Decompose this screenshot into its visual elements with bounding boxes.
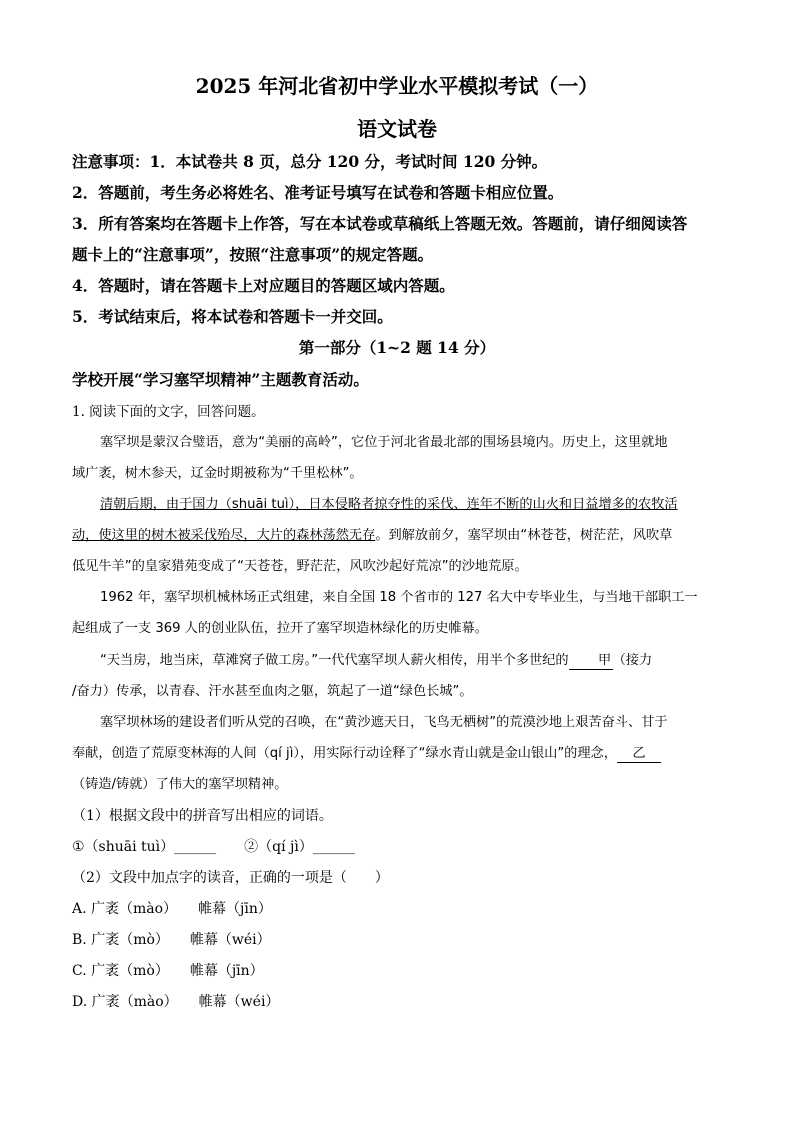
passage-line: 起组成了一支 369 人的创业队伍，拉开了塞罕坝造林绿化的历史帷幕。: [72, 621, 488, 636]
exam-title: 2025 年河北省初中学业水平模拟考试（一）: [195, 74, 599, 98]
passage-line: [72, 645, 722, 676]
blank-yi: 乙: [617, 746, 661, 763]
notice-3a: 3．所有答案均在答题卡上作答，写在本试卷或草稿纸上答题无效。答题前，请仔细阅读答: [72, 214, 688, 233]
passage-line: 低见牛羊”的皇家猎苑变成了“天苍苍，野茫茫，风吹沙起好荒凉”的沙地荒原。: [72, 559, 528, 574]
option-a: A. 广袤（mào） 帷幕（jīn）: [72, 901, 272, 917]
option-d: D. 广袤（mào） 帷幕（wéi）: [72, 994, 280, 1010]
passage-line: 塞罕坝是蒙汉合璧语，意为“美丽的高岭”，它位于河北省最北部的围场县境内。历史上，这里就地: [100, 435, 668, 450]
subquestion-1-blanks: ①（shuāi tuì）______ ②（qí jì）______: [72, 839, 355, 855]
passage-line: （铸造/铸就）了伟大的塞罕坝精神。: [72, 777, 288, 792]
notice-5: 5．考试结束后，将本试卷和答题卡一并交回。: [72, 307, 393, 326]
passage-line: [72, 738, 752, 769]
option-b: B. 广袤（mò） 帷幕（wéi）: [72, 932, 271, 948]
passage-line: 1962 年，塞罕坝机械林场正式组建，来自全国 18 个省市的 127 名大中专毕业生，与当地干部职工一: [100, 590, 698, 605]
notice-2: 2．答题前，考生务必将姓名、准考证号填写在试卷和答题卡相应位置。: [72, 183, 564, 202]
question-1-stem: 1. 阅读下面的文字，回答问题。: [72, 404, 265, 420]
passage-line: 塞罕坝林场的建设者们听从党的召唤，在“黄沙遮天日，飞鸟无栖树”的荒漠沙地上艰苦奋斗、甘于: [100, 715, 668, 730]
subquestion-2: （2）文段中加点字的读音，正确的一项是（ ）: [72, 870, 389, 886]
passage-text: “天当房，地当床，草滩窝子做工房。”一代代塞罕坝人薪火相传，用半个多世纪的: [100, 653, 569, 668]
passage-line: 域广袤，树木参天，辽金时期被称为“千里松林”。: [72, 466, 363, 481]
blank-jia: 甲: [569, 653, 613, 670]
subquestion-1: （1）根据文段中的拼音写出相应的词语。: [72, 808, 333, 824]
passage-line: [72, 520, 722, 551]
activity-theme: 学校开展“学习塞罕坝精神”主题教育活动。: [72, 370, 369, 389]
passage-line-underlined: 清朝后期，由于国力（shuāi tuì），日本侵略者掠夺性的采伐、连年不断的山火和日益增多的农牧活: [100, 497, 678, 512]
option-c: C. 广袤（mò） 帷幕（jīn）: [72, 963, 264, 979]
exam-subtitle: 语文试卷: [357, 117, 437, 141]
notice-4: 4．答题时，请在答题卡上对应题目的答题区域内答题。: [72, 276, 455, 295]
underlined-sentence: 动，使这里的树木被采伐殆尽，大片的森林荡然无存: [72, 528, 376, 543]
passage-text: 。到解放前夕，塞罕坝由“林苍苍，树茫茫，风吹草: [375, 528, 673, 543]
notice-1: 注意事项：1．本试卷共 8 页，总分 120 分，考试时间 120 分钟。: [72, 152, 548, 171]
notice-3b: 题卡上的“注意事项”，按照“注意事项”的规定答题。: [72, 245, 434, 264]
passage-text: （接力: [612, 653, 653, 668]
passage-line: /奋力）传承，以青春、汗水甚至血肉之躯，筑起了一道“绿色长城”。: [72, 684, 473, 699]
passage-text: 奉献，创造了荒原变林海的人间（qí jì），用实际行动诠释了“绿水青山就是金山银山”的理念，: [72, 746, 617, 761]
section-title: 第一部分（1~2 题 14 分）: [298, 338, 496, 357]
